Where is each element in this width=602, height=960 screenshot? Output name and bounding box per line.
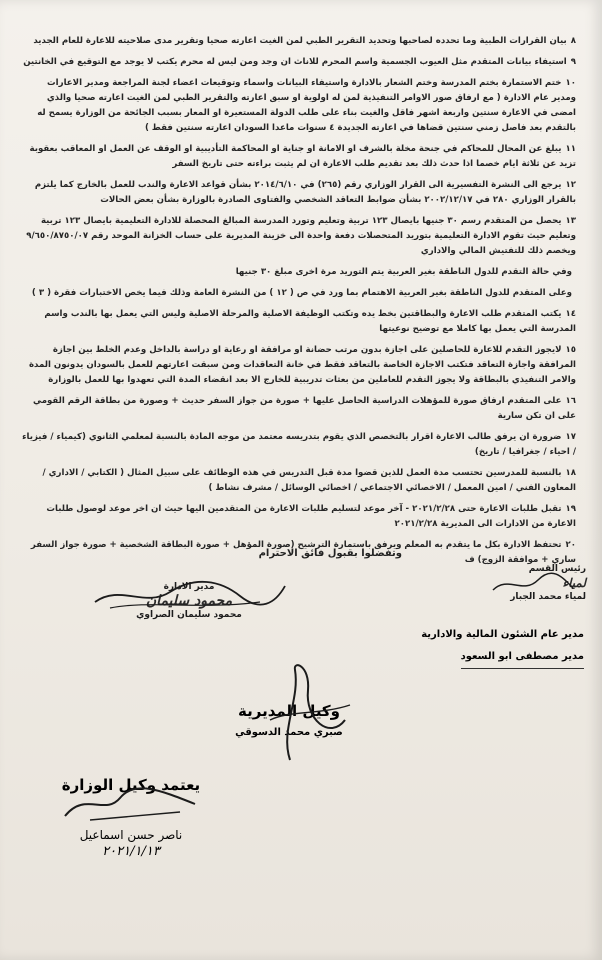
list-item: وفي حالة التقدم للدول الناطقة بغير العربية يتم التوريد مرة اخرى مبلغ ٣٠ جنيها [235,267,572,277]
list-item: ١٢يرجع الى النشرة التفسيرية الى القرار الوزاري رقم (٢٦٥) في ٢٠١٤/٦/١٠ بشأن قواعد الاعارة والندب للعمل بالخارج كما يلتزم بالقرار الوزاري ٢٨٠ في ٢٠٠٢/١٢/١٧ بشأن ضوابط التعاقد الشخصي والفتاوى الصادرة بالوزارة بشأن بعض الحالات [34,180,576,205]
head-handwritten-signature: لمياء [562,576,586,590]
list-item: ١٤يكتب المتقدم طلب الاعارة والبطاقتين بخط يده وتكتب الوظيفة الاصلية والمرحلة الاصلية وليس التي يعمل بها بالندب واسم المدرسة التي يعمل بها كاملا مع توضيح نوعيتها [44,309,576,334]
admin-signature-block [104,580,274,622]
closing-line: وتفضلوا بقبول فائق الاحترام [258,548,402,559]
approval-name: ناصر حسن اسماعيل [79,828,183,842]
list-item: وعلى المتقدم للدول الناطقة بغير العربية الاهتمام بما ورد في ص ( ١٢ ) من النشرة العامة وذلك فيما يخص الاختبارات فقرة ( ٣ ) [31,288,572,298]
list-item: ١٥لايجوز التقدم للاعارة للحاصلين على اجازة بدون مرتب حضانة او مرافقة او رعاية او دراسة بالداخل وعدم الخلط بين اجازة المرافقة واجازة التعاقد فتكتب الاجازة الخاصة بالتعاقد فقط في خانة التعاقدات ومن سبقت اعارتهم للعمل بالسودان يدونون المدة والامر التنفيذي بالبطاقة ولا يجوز التقدم للعاملين من بعثات تدريبية للخارج الا بعد انقضاء المدة التي تعهدوا بها للعمل بالوزارة [28,345,576,385]
admin-handwritten-signature: محمود سليمان [145,593,233,609]
general-manager-title: مدير عام الشئون المالية والادارية [421,629,584,640]
list-item: ٨بيان القرارات الطبية وما تحدده لصاحبها وتحديد التقرير الطبي لمن الغيت اعارته صحيا وتقرير مدى صلاحيته للاعارة للعام الجديد [33,36,576,46]
list-item: ١٣يحصل من المتقدم رسم ٣٠ جنيها بايصال ١٢٣ تربية وتعليم وتورد المدرسة المبالغ المحصلة للادارة التعليمية بايصال ١٢٣ تربية وتعليم حيث تقوم الادارة التعليمية بتوريد المتحصلات دفعة واحدة الى خزينة المديرية على حساب الخزانة الموحد رقم ٩/٦٥٠/٨٧٥٠/٠٧ ويخصم ذلك للتفتيش المالي والاداري [26,216,576,256]
general-manager-name: مدير مصطفى ابو السعود [461,646,584,669]
general-manager-block [354,624,584,669]
list-item: ٩استيفاء بيانات المتقدم مثل العيوب الجسمية واسم المحرم للاناث ان وجد ومن ليس له محرم يكتب لا يوجد مع التوقيع في الخانتين [23,57,576,67]
list-item: ١٠ختم الاستمارة بختم المدرسة وختم الشعار بالادارة واستيفاء البيانات واسماء وتوقيعات اعضاء لجنة المراجعة ومدير الاعارات ومدير عام الادارة ( مع ارفاق صور الاوامر التنفيذية لمن له اولوية او سبق اعارته والتقرير الطبي لمن الغيت اعارته صحيا والذي امضى في الاعارة سنتين واربعة اشهر فاقل والغيت بناء على طلب الدولة المستعيرة او المعار بسبب الجائحة من الوزارة يسمح له بالتقدم بعد فاصل زمني سنتين قضاها في اعارته الجديدة ٤ سنوات ماعدا السودان اعارته سنتين فقط ) [37,78,576,133]
approval-date: ٢٠٢١/١/١٣ [102,844,160,859]
list-item: ١٦على المتقدم ارفاق صورة للمؤهلات الدراسية الحاصل عليها + صورة من جواز السفر حديث + وصورة من بطاقة الرقم القومي على ان تكن سارية [33,396,576,421]
deputy-signature-block [214,700,364,744]
head-signature-block [446,562,586,604]
head-title: رئيس القسم [528,564,586,574]
approval-block [56,776,206,859]
list-item: ١٧ضرورة ان يرفق طالب الاعارة اقرار بالتخصص الذي يقوم بتدريسه معتمد من موجه المادة بالنسبة لمعلمي الثانوي (كيمياء / فيزياء / احياء / جغرافيا / تاريخ) [22,432,576,457]
list-item: ٢٠تحتفظ الادارة بكل ما يتقدم به المعلم ويرفق باستمارة الترشيح (صورة المؤهل + صورة البطاقة الشخصية + صورة جواز السفر ساري + موافقة الزوج) ف [30,540,576,565]
head-name: لمياء محمد الجبار [510,592,586,602]
admin-name: محمود سليمان الصراوي [136,610,242,620]
instruction-list [22,34,576,574]
approval-title: يعتمد وكيل الوزارة [61,776,201,794]
list-item: ١٩تقبل طلبات الاعارة حتى ٢٠٢١/٢/٢٨ - آخر موعد لتسليم طلبات الاعارة من المتقدمين اليها حيث ان اخر موعد لوصول طلبات الاعارة من الادارات الى المديرية ٢٠٢١/٢/٢٨ [46,504,576,529]
deputy-name: صبري محمد الدسوقي [235,727,343,738]
deputy-title: وكيل المديرية [238,702,340,720]
list-item: ١٨بالنسبة للمدرسين تحتسب مدة العمل للذين قضوا مدة قبل التدريس في هذه الوظائف على سبيل المثال ( الكتابي / الاداري / المعاون الفني / امين المعمل / الاخصائي الاجتماعي / اخصائي الوسائل / مشرف نشاط ) [42,468,576,493]
admin-title: مدير الادارة [163,582,215,592]
list-item: ١١يبلغ عن المحال للمحاكم في جنحة مخلة بالشرف او الامانة او جناية او المحاكمة التأديبية او الوقف عن العمل او المعاقب بعقوبة تزيد عن ثلاثة ايام خصما اذا حدث ذلك بعد تقديم طلب الاعارة ان لم يثبت براءته حتى تاريخ السفر [29,144,576,169]
